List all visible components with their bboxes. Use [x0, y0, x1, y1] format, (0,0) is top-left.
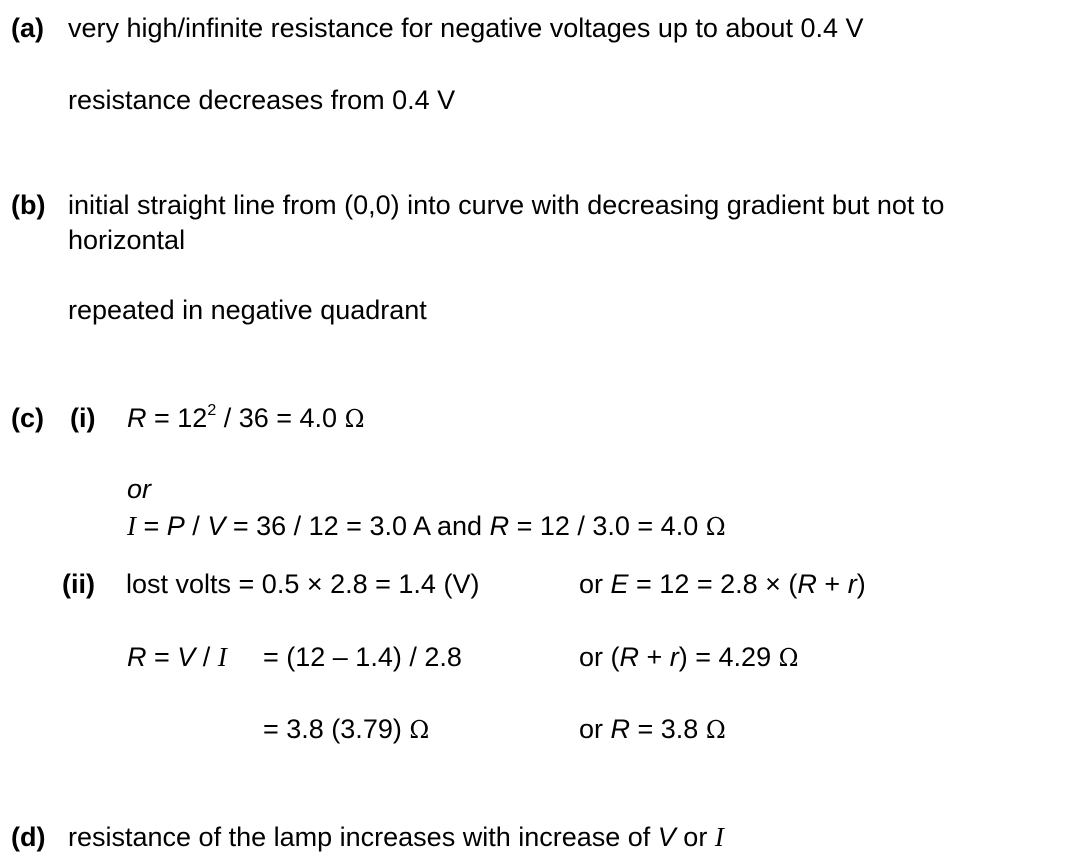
- part-d-label: (d): [11, 822, 46, 852]
- var-r: r: [669, 642, 679, 672]
- ohm-symbol: Ω: [409, 716, 430, 744]
- part-c-ii-result: = 3.8 (3.79) Ω: [263, 714, 430, 744]
- part-d-text: resistance of the lamp increases with increase of V or I: [68, 822, 724, 852]
- part-c-i-eq1: $R = 12^2 / 36 = 4.0$ Ω: [127, 402, 365, 433]
- part-c-ii-label: (ii): [62, 569, 95, 599]
- var-R: R: [127, 642, 147, 672]
- var-r: r: [847, 569, 857, 599]
- var-I: I: [127, 511, 136, 541]
- part-a-line1: very high/infinite resistance for negative voltages up to about 0.4 V: [68, 13, 864, 43]
- part-c-ii-alt1: or E = 12 = 2.8 × (R + r): [579, 569, 866, 599]
- part-c-ii-lost-volts: lost volts = 0.5 × 2.8 = 1.4 (V): [126, 569, 480, 599]
- part-c-i-label: (i): [70, 403, 96, 433]
- part-b-label: (b): [11, 190, 46, 220]
- ohm-symbol: Ω: [778, 644, 799, 672]
- var-R: R: [610, 714, 631, 744]
- var-R: R: [489, 511, 510, 541]
- part-c-ii-alt3: or R = 3.8 Ω: [579, 714, 726, 744]
- var-V: V: [657, 822, 676, 852]
- var-E: E: [610, 569, 629, 599]
- part-c-label: (c): [11, 403, 44, 433]
- part-c-ii-eq-r: R = V / I: [127, 642, 227, 672]
- var-R: R: [619, 642, 639, 672]
- part-b-line2: horizontal: [68, 225, 186, 255]
- part-b-line3: repeated in negative quadrant: [68, 295, 427, 325]
- var-R: R: [127, 403, 147, 433]
- var-V: V: [177, 642, 196, 672]
- var-R: R: [797, 569, 817, 599]
- part-c-i-or: or: [127, 474, 152, 504]
- ohm-symbol: Ω: [705, 513, 726, 541]
- var-V: V: [207, 511, 226, 541]
- part-c-ii-alt2: or (R + r) = 4.29 Ω: [579, 642, 799, 672]
- part-c-i-eq2: I = P / V = 36 / 12 = 3.0 A and R = 12 / 3.0 = 4.0 Ω: [127, 511, 726, 541]
- part-c-ii-calc: = (12 – 1.4) / 2.8: [263, 642, 462, 672]
- var-I: I: [714, 822, 724, 852]
- var-I: I: [217, 642, 227, 672]
- var-P: P: [166, 511, 185, 541]
- part-a-label: (a): [11, 13, 44, 43]
- part-b-line1: initial straight line from (0,0) into curve with decreasing gradient but not to: [68, 190, 945, 220]
- ohm-symbol: Ω: [344, 405, 365, 433]
- ohm-symbol: Ω: [705, 716, 726, 744]
- part-a-line2: resistance decreases from 0.4 V: [68, 85, 456, 115]
